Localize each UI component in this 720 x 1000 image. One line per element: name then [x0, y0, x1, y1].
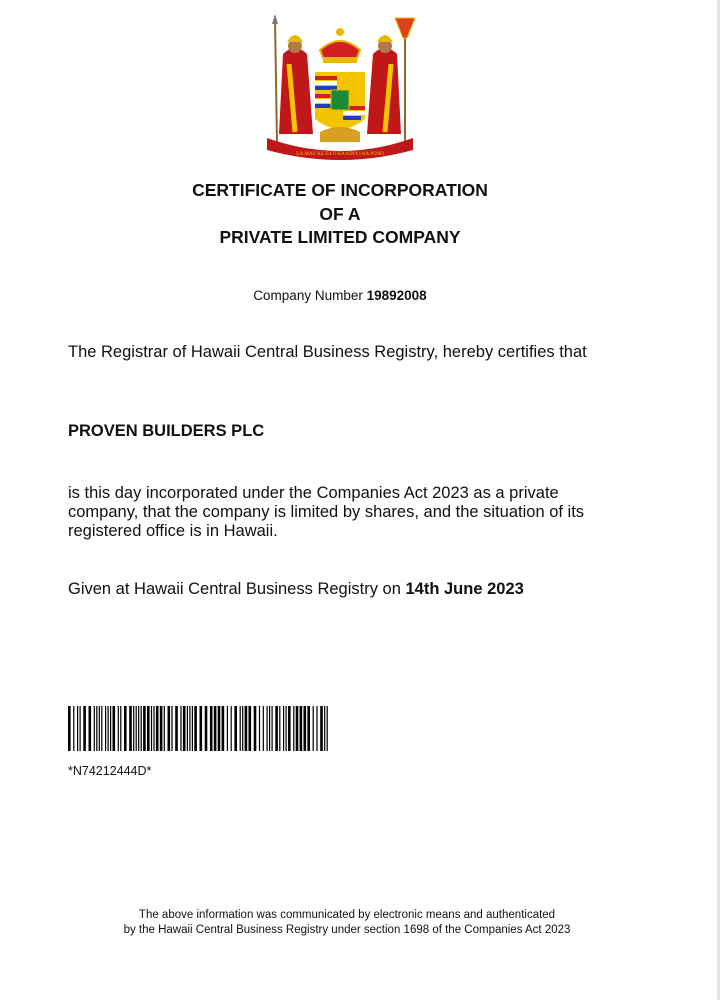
- barcode-bar: [83, 706, 86, 751]
- barcode-bar: [240, 706, 241, 751]
- barcode-bar: [110, 706, 111, 751]
- barcode-bar: [259, 706, 260, 751]
- barcode-bar: [288, 706, 291, 751]
- barcode-bar: [143, 706, 146, 751]
- barcode-bar: [269, 706, 270, 751]
- given-text: [68, 580, 628, 599]
- certifies-text: The Registrar of Hawaii Central Business Registry, hereby certifies that: [68, 343, 587, 361]
- company-number-value: 19892008: [366, 288, 427, 303]
- barcode-bar: [175, 706, 178, 751]
- barcode-bar: [118, 706, 119, 751]
- barcode-bar: [234, 706, 237, 751]
- barcode-bar: [283, 706, 284, 751]
- title-line: OF A: [319, 203, 361, 224]
- barcode-bar: [200, 706, 203, 751]
- barcode-bar: [286, 706, 287, 751]
- company-number: [0, 288, 680, 303]
- barcode-bar: [183, 706, 186, 751]
- barcode-bar: [192, 706, 193, 751]
- incorporation-text: is this day incorporated under the Companies Act 2023 as a private company, that the company is limited by shares, and the situation of its registered office is in Hawaii.: [68, 484, 585, 540]
- footer-line: The above information was communicated by electronic means and authenticated: [138, 909, 556, 921]
- barcode-bar: [189, 706, 190, 751]
- barcode-bar: [96, 706, 97, 751]
- barcode-bar: [293, 706, 294, 751]
- given-label: Given at Hawaii Central Business Registry on: [68, 580, 401, 598]
- barcode-bar: [180, 706, 181, 751]
- barcode-bar: [218, 706, 221, 751]
- title-line: CERTIFICATE OF INCORPORATION: [192, 180, 488, 200]
- barcode-bar: [105, 706, 106, 751]
- barcode-bar: [168, 706, 171, 751]
- barcode-bar: [171, 706, 172, 751]
- barcode-bar: [124, 706, 127, 751]
- barcode-bar: [231, 706, 232, 751]
- barcode-bar: [108, 706, 109, 751]
- barcode-bar: [153, 706, 154, 751]
- barcode-bar: [227, 706, 228, 751]
- barcode-bar: [101, 706, 102, 751]
- barcode-bar: [187, 706, 188, 751]
- barcode: [68, 706, 330, 751]
- given-date: 14th June 2023: [405, 580, 524, 598]
- barcode-bar: [68, 706, 71, 751]
- barcode-bar: [77, 706, 78, 751]
- barcode-bar: [263, 706, 264, 751]
- barcode-bar: [194, 706, 197, 751]
- barcode-bar: [300, 706, 303, 751]
- barcode-bar: [113, 706, 116, 751]
- company-name: PROVEN BUILDERS PLC: [68, 422, 265, 440]
- footer-line: by the Hawaii Central Business Registry under section 1698 of the Companies Act 2023: [123, 924, 571, 936]
- barcode-bar: [138, 706, 139, 751]
- barcode-bar: [245, 706, 248, 751]
- barcode-bar: [222, 706, 225, 751]
- barcode-bar: [89, 706, 92, 751]
- barcode-bar: [133, 706, 134, 751]
- barcode-bar: [160, 706, 163, 751]
- barcode-text: *N74212444D*: [68, 764, 152, 778]
- title-line: PRIVATE LIMITED COMPANY: [219, 227, 461, 247]
- barcode-bar: [316, 706, 317, 751]
- barcode-bar: [141, 706, 142, 751]
- barcode-bar: [279, 706, 280, 751]
- barcode-bar: [129, 706, 132, 751]
- company-number-label: Company Number: [253, 288, 363, 303]
- barcode-bar: [254, 706, 257, 751]
- barcode-bar: [151, 706, 152, 751]
- barcode-bar: [313, 706, 314, 751]
- barcode-bar: [214, 706, 217, 751]
- barcode-bar: [156, 706, 159, 751]
- footer-note: [0, 908, 694, 938]
- barcode-bar: [242, 706, 243, 751]
- barcode-bar: [73, 706, 74, 751]
- barcode-bar: [249, 706, 252, 751]
- barcode-bar: [272, 706, 273, 751]
- hawaii-coat-of-arms-seal: [265, 14, 415, 166]
- barcode-bar: [147, 706, 150, 751]
- barcode-bar: [210, 706, 213, 751]
- barcode-bar: [205, 706, 208, 751]
- svg-text:UA MAU KE EA O KA AINA I KA PO: UA MAU KE EA O KA AINA I KA PONO: [296, 152, 384, 157]
- barcode-bar: [136, 706, 137, 751]
- barcode-bar: [327, 706, 328, 751]
- certificate-title: [0, 179, 680, 250]
- barcode-bar: [94, 706, 95, 751]
- barcode-bar: [320, 706, 323, 751]
- barcode-bar: [80, 706, 81, 751]
- barcode-bar: [267, 706, 268, 751]
- barcode-bar: [99, 706, 100, 751]
- barcode-bar: [120, 706, 121, 751]
- barcode-bar: [307, 706, 310, 751]
- barcode-bar: [164, 706, 165, 751]
- barcode-bar: [275, 706, 278, 751]
- barcode-bar: [296, 706, 299, 751]
- barcode-bar: [324, 706, 325, 751]
- barcode-bar: [304, 706, 307, 751]
